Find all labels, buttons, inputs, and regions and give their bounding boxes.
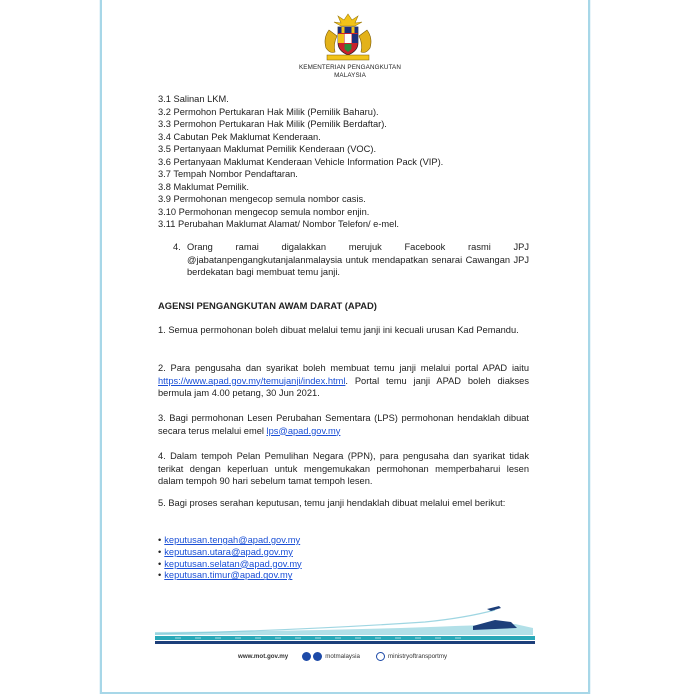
paragraph-4: 4. Dalam tempoh Pelan Pemulihan Negara (PPN), para pengusaha dan syarikat tidak terikat dengan keperluan untuk mengemukakan permohonan memperbaharui lesen dalam tempoh 90 hari sebelum tamat tempoh lesen. <box>158 451 529 486</box>
note-number: 4. <box>173 242 181 252</box>
paragraph-5: 5. Bagi proses serahan keputusan, temu janji hendaklah dibuat melalui emel berikut: <box>158 498 506 508</box>
list-item: 3.8 Maklumat Pemilik. <box>158 181 249 192</box>
list-item: 3.11 Perubahan Maklumat Alamat/ Nombor Telefon/ e-mel. <box>158 219 399 229</box>
facebook-icon[interactable] <box>302 652 311 661</box>
list-item: 3.3 Permohon Pertukaran Hak Milik (Pemilik Berdaftar). <box>158 119 387 129</box>
list-item: 3.6 Pertanyaan Maklumat Kenderaan Vehicle Information Pack (VIP). <box>158 156 444 167</box>
list-item: 3.1 Salinan LKM. <box>158 94 229 104</box>
ministry-name-line1: KEMENTERIAN PENGANGKUTAN <box>299 64 401 71</box>
malaysia-coat-of-arms-icon <box>317 12 379 62</box>
email-link-utara[interactable]: keputusan.utara@apad.gov.my <box>164 546 293 557</box>
email-link-tengah[interactable]: keputusan.tengah@apad.gov.my <box>164 535 301 545</box>
bullet-icon: • <box>158 558 162 569</box>
list-item: 3.10 Permohonan mengecop semula nombor enjin. <box>158 206 370 217</box>
footer-instagram-handle: ministryoftransportmy <box>387 652 448 660</box>
bullet-icon: • <box>158 535 162 545</box>
ministry-name <box>270 64 430 80</box>
service-list <box>158 93 443 231</box>
email-list <box>158 535 302 582</box>
transport-wave-banner-icon <box>155 604 535 646</box>
list-item: 3.9 Permohonan mengecop semula nombor casis. <box>158 194 366 204</box>
paragraph-3 <box>158 412 529 437</box>
ministry-name-line2: MALAYSIA <box>334 72 366 79</box>
footer-website[interactable]: www.mot.gov.my <box>238 652 289 660</box>
list-item <box>158 547 302 559</box>
paragraph-3-text: 3. Bagi permohonan Lesen Perubahan Sementara (LPS) permohonan hendaklah dibuat secara terus melalui emel <box>158 413 529 436</box>
jpj-facebook-note <box>173 241 529 279</box>
list-item: 3.2 Permohon Pertukaran Hak Milik (Pemilik Baharu). <box>158 106 379 117</box>
paragraph-2-text-a: 2. Para pengusaha dan syarikat boleh membuat temu janji melalui portal APAD iaitu <box>158 363 529 373</box>
note-text: Orang ramai digalakkan merujuk Facebook rasmi JPJ @jabatanpengangkutanjalanmalaysia untuk mendapatkan senarai Cawangan JPJ berdekatan bagi membuat temu janji. <box>187 242 529 277</box>
footer-bar <box>238 650 447 662</box>
list-item: 3.5 Pertanyaan Maklumat Pemilik Kenderaan (VOC). <box>158 144 377 154</box>
list-item: 3.7 Tempah Nombor Pendaftaran. <box>158 169 298 179</box>
bullet-icon: • <box>158 546 162 557</box>
footer-social-handle: motmalaysia <box>325 652 360 660</box>
paragraph-1: 1. Semua permohonan boleh dibuat melalui temu janji ini kecuali urusan Kad Pemandu. <box>158 325 519 335</box>
lps-email-link[interactable]: lps@apad.gov.my <box>266 425 341 436</box>
apad-portal-link[interactable]: https://www.apad.gov.my/temujanji/index.html <box>158 375 346 386</box>
paragraph-2 <box>158 362 529 400</box>
list-item <box>158 570 302 582</box>
bullet-icon: • <box>158 570 162 581</box>
paragraph-2-text-b: . Portal temu janji APAD boleh diakses bermula jam 4.00 petang, 30 Jun 2021. <box>158 375 529 398</box>
list-item <box>158 559 302 571</box>
list-item: 3.4 Cabutan Pek Maklumat Kenderaan. <box>158 131 321 142</box>
email-link-timur[interactable]: keputusan.timur@apad.gov.my <box>164 570 293 581</box>
email-link-selatan[interactable]: keputusan.selatan@apad.gov.my <box>164 558 302 569</box>
section-heading: AGENSI PENGANGKUTAN AWAM DARAT (APAD) <box>158 300 377 311</box>
list-item <box>158 535 302 547</box>
twitter-icon[interactable] <box>313 652 322 661</box>
instagram-icon[interactable] <box>376 652 385 661</box>
